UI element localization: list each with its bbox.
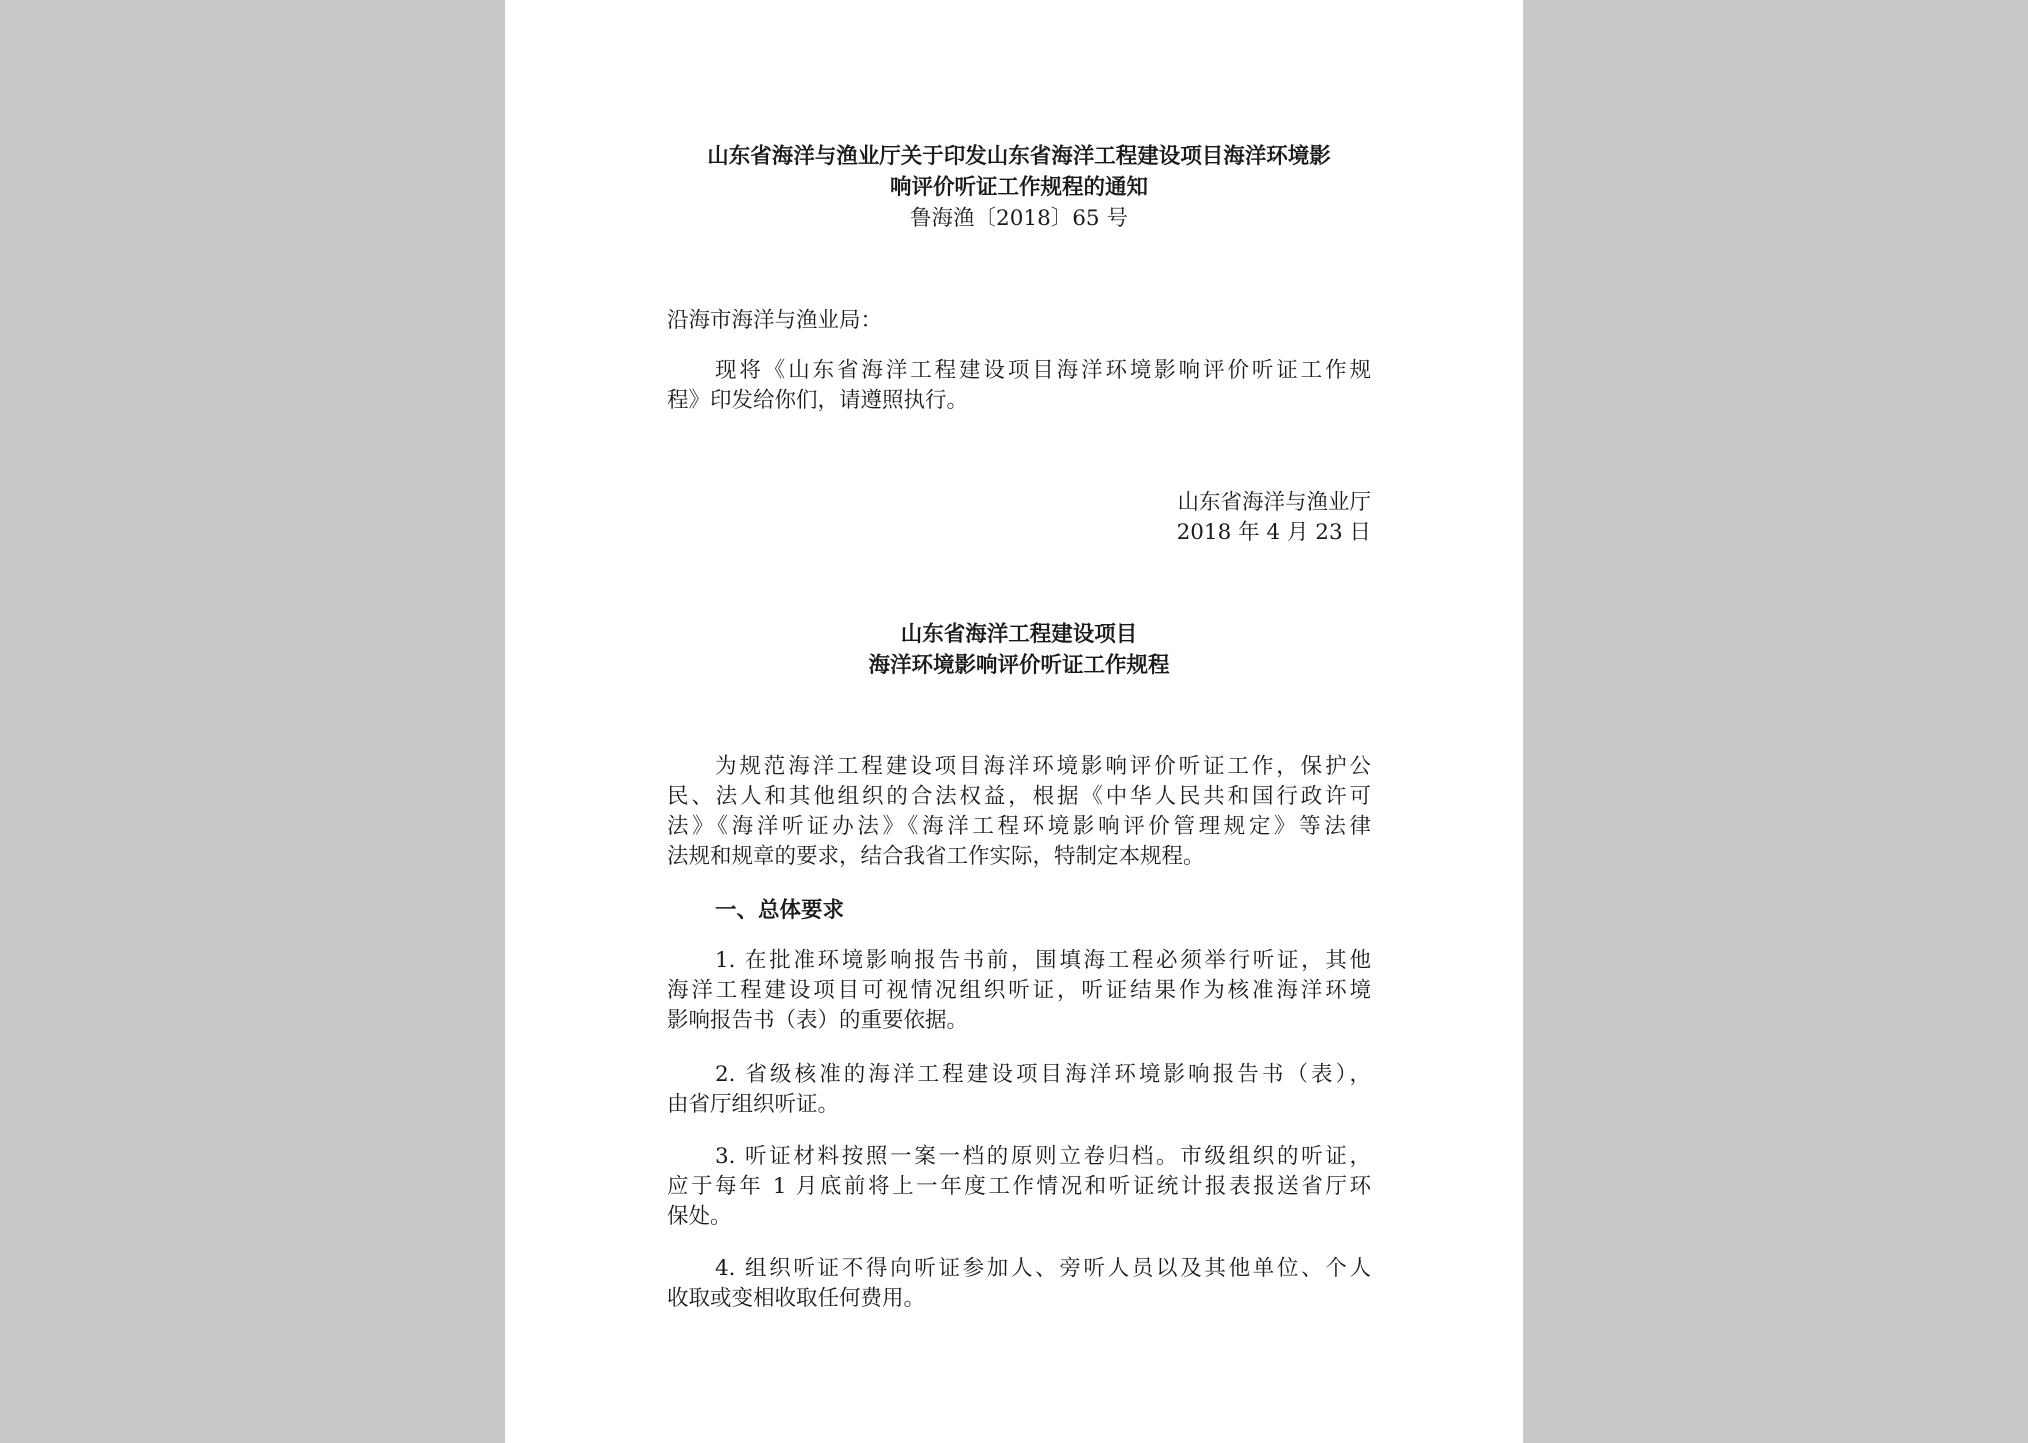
item-3-line-2: 应于每年 1 月底前将上一年度工作情况和听证统计报表报送省厅环	[667, 1174, 1371, 1199]
signature: 山东省海洋与渔业厅	[1177, 490, 1371, 515]
notice-body-line-2: 程》印发给你们，请遵照执行。	[667, 388, 969, 413]
preamble-line-4: 法规和规章的要求，结合我省工作实际，特制定本规程。	[667, 844, 1205, 869]
item-3-line-3: 保处。	[667, 1204, 732, 1229]
preamble-line-1: 为规范海洋工程建设项目海洋环境影响评价听证工作，保护公	[715, 754, 1371, 779]
document-page	[505, 0, 1523, 1443]
doc-number: 鲁海渔〔2018〕65 号	[910, 206, 1128, 231]
signature-date: 2018 年 4 月 23 日	[1176, 520, 1371, 545]
item-2-line-2: 由省厅组织听证。	[667, 1092, 840, 1117]
item-4-line-2: 收取或变相收取任何费用。	[667, 1286, 926, 1311]
item-4-line-1: 4. 组织听证不得向听证参加人、旁听人员以及其他单位、个人	[715, 1256, 1371, 1281]
section-heading: 一、总体要求	[715, 898, 845, 923]
item-3-line-1: 3. 听证材料按照一案一档的原则立卷归档。市级组织的听证，	[715, 1144, 1371, 1169]
preamble-line-2: 民、法人和其他组织的合法权益，根据《中华人民共和国行政许可	[667, 784, 1371, 809]
notice-title-line-2: 响评价听证工作规程的通知	[889, 175, 1148, 200]
regulation-title-line-2: 海洋环境影响评价听证工作规程	[868, 653, 1170, 678]
preamble-line-3: 法》《海洋听证办法》《海洋工程环境影响评价管理规定》等法律	[667, 814, 1371, 839]
item-1-line-3: 影响报告书（表）的重要依据。	[667, 1008, 969, 1033]
item-2-line-1: 2. 省级核准的海洋工程建设项目海洋环境影响报告书（表），	[715, 1062, 1371, 1087]
notice-title-line-1: 山东省海洋与渔业厅关于印发山东省海洋工程建设项目海洋环境影	[707, 144, 1331, 169]
notice-body-line-1: 现将《山东省海洋工程建设项目海洋环境影响评价听证工作规	[715, 358, 1371, 383]
regulation-title-line-1: 山东省海洋工程建设项目	[900, 622, 1138, 647]
item-1-line-1: 1. 在批准环境影响报告书前，围填海工程必须举行听证，其他	[715, 948, 1371, 973]
addressee: 沿海市海洋与渔业局：	[667, 308, 883, 333]
item-1-line-2: 海洋工程建设项目可视情况组织听证，听证结果作为核准海洋环境	[667, 978, 1371, 1003]
